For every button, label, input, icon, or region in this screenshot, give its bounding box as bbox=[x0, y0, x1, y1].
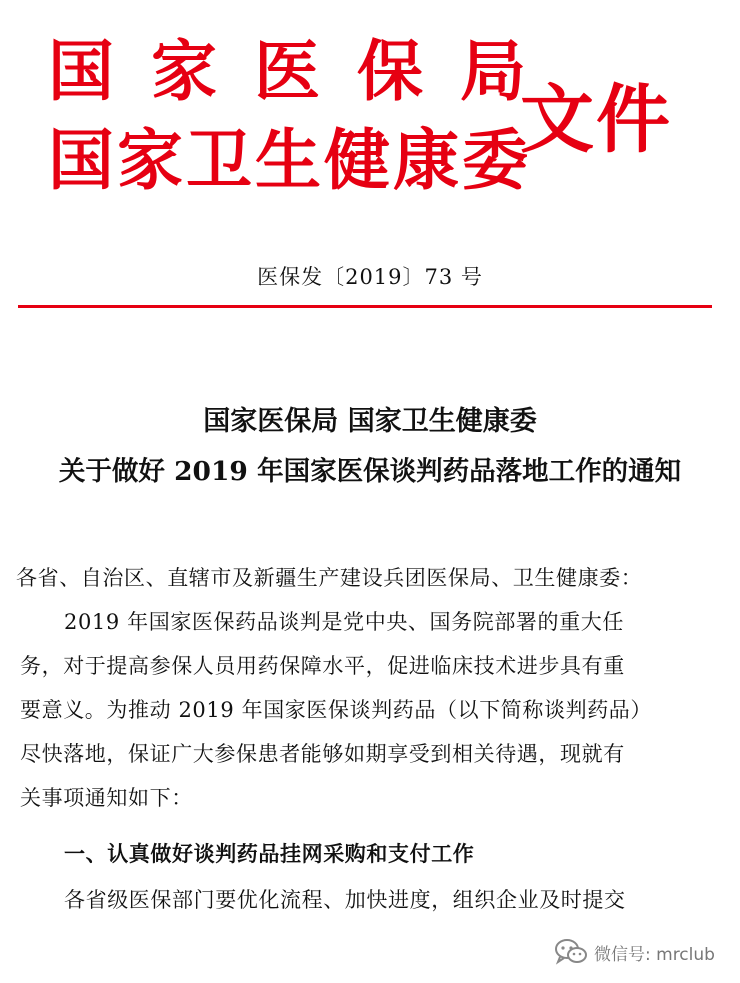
issuer-name-line-2: 国家卫生健康委 bbox=[48, 122, 531, 199]
salutation: 各省、自治区、直辖市及新疆生产建设兵团医保局、卫生健康委： bbox=[16, 566, 643, 590]
document-label: 文件 bbox=[520, 77, 672, 163]
watermark-text: 微信号: mrclub bbox=[594, 944, 715, 965]
wechat-watermark bbox=[554, 938, 715, 966]
red-divider bbox=[18, 305, 712, 308]
paragraph-line: 2019 年国家医保药品谈判是党中央、国务院部署的重大任 bbox=[64, 610, 624, 634]
notice-title-line-1: 国家医保局 国家卫生健康委 bbox=[203, 406, 537, 437]
section-heading: 一、认真做好谈判药品挂网采购和支付工作 bbox=[64, 842, 475, 866]
notice-title-line-2: 关于做好 2019 年国家医保谈判药品落地工作的通知 bbox=[58, 456, 682, 487]
section-first-line: 各省级医保部门要优化流程、加快进度，组织企业及时提交 bbox=[64, 888, 626, 912]
wechat-icon bbox=[554, 938, 588, 966]
paragraph-line: 要意义。为推动 2019 年国家医保谈判药品（以下简称谈判药品） bbox=[20, 698, 652, 722]
document-number: 医保发〔2019〕73 号 bbox=[257, 265, 483, 289]
paragraph-line: 尽快落地，保证广大参保患者能够如期享受到相关待遇，现就有 bbox=[20, 742, 625, 766]
paragraph-line: 务，对于提高参保人员用药保障水平，促进临床技术进步具有重 bbox=[20, 654, 625, 678]
issuer-name-line-1: 国家医保局 bbox=[48, 33, 563, 110]
paragraph-line: 关事项通知如下： bbox=[20, 786, 193, 810]
